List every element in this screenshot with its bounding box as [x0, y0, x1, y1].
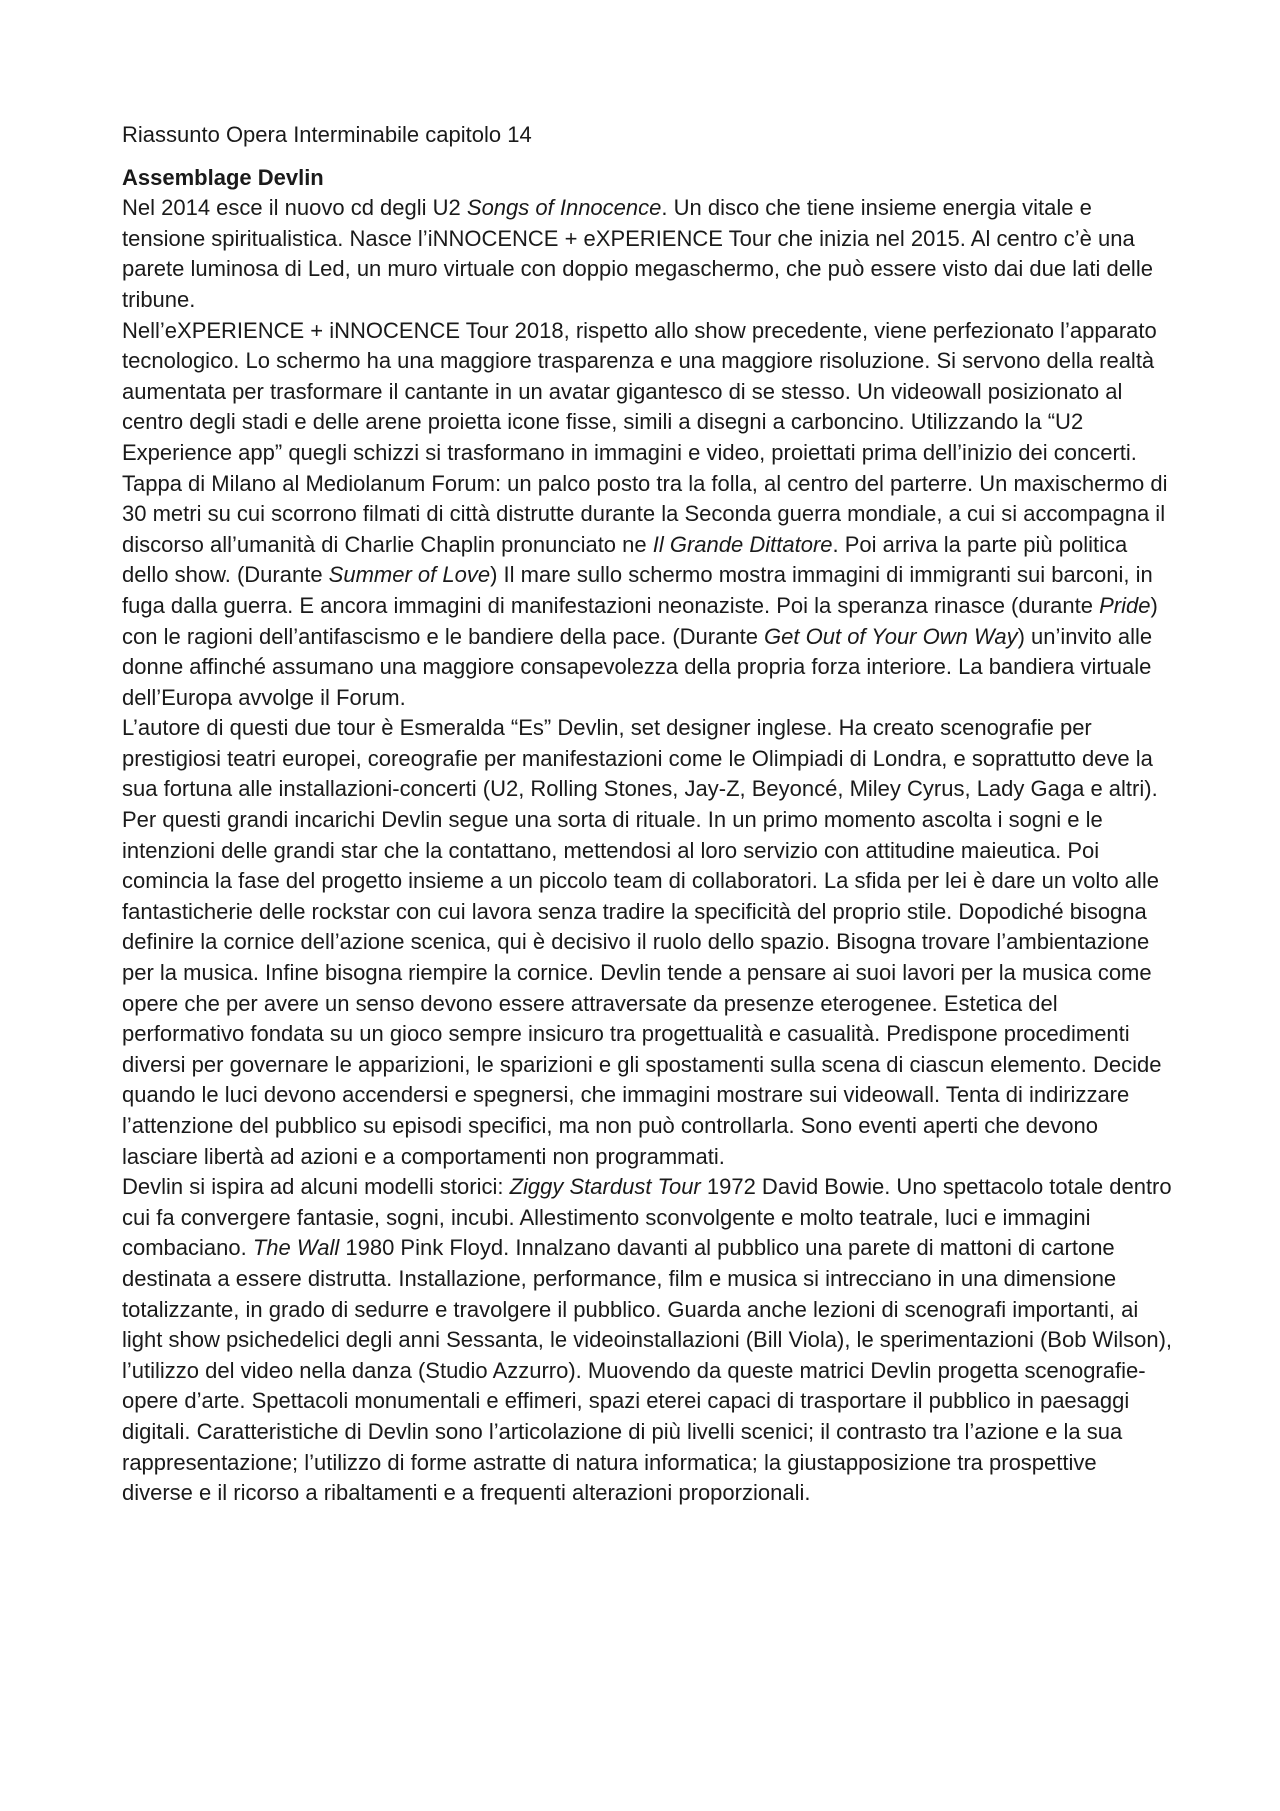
paragraph: [122, 316, 1172, 469]
document-page: [122, 120, 1172, 1509]
paragraph-text: 1972 David Bowie. Uno spettacolo totale dentro cui fa convergere fantasie, sogni, incubi. Allestimento sconvolgente e molto teatrale, luci e immagini combaciano.: [122, 1174, 1172, 1261]
paragraph-text: ) un’invito alle donne affinché assumano una maggiore consapevolezza della propria forza interiore. La bandiera virtuale dell’Europa avvolge il Forum.: [122, 623, 1153, 710]
document-body: [122, 193, 1172, 1509]
paragraph: [122, 713, 1172, 1172]
paragraph: [122, 193, 1172, 315]
italic-title-text: Pride: [1099, 592, 1151, 618]
paragraph-text: . Un disco che tiene insieme energia vitale e tensione spiritualistica. Nasce l’iNNOCENCE + eXPERIENCE Tour che inizia nel 2015. Al centro c’è una parete luminosa di Led, un muro virtuale con doppio megaschermo, che può essere visto dai due lati delle tribune.: [122, 195, 1153, 312]
document-title: Riassunto Opera Interminabile capitolo 14: [122, 122, 532, 147]
paragraph-text: ) con le ragioni dell’antifascismo e le bandiere della pace. (Durante: [122, 592, 1158, 649]
italic-title-text: Get Out of Your Own Way: [764, 623, 1018, 649]
paragraph: [122, 469, 1172, 714]
paragraph-text: Nell’eXPERIENCE + iNNOCENCE Tour 2018, rispetto allo show precedente, viene perfezionato l’apparato tecnologico. Lo schermo ha una maggiore trasparenza e una maggiore risoluzione. Si servono della realtà aumentata per trasformare il cantante in un avatar gigantesco di se stesso. Un videowall posizionato al centro degli stadi e delle arene proietta icone fisse, simili a disegni a carboncino. Utilizzando la “U2 Experience app” quegli schizzi si trasformano in immagini e video, proiettati prima dell’inizio dei concerti.: [122, 317, 1157, 465]
paragraph: [122, 1172, 1172, 1509]
paragraph-text: . Poi arriva la parte più politica dello show. (Durante: [122, 531, 1128, 588]
paragraph-text: ) Il mare sullo schermo mostra immagini di immigranti sui barconi, in fuga dalla guerra. E ancora immagini di manifestazioni neonaziste. Poi la speranza rinasce (durante: [122, 562, 1153, 618]
italic-title-text: Ziggy Stardust Tour: [509, 1174, 701, 1200]
italic-title-text: The Wall: [252, 1235, 340, 1261]
italic-title-text: Songs of Innocence: [466, 195, 662, 221]
paragraph-text: 1980 Pink Floyd. Innalzano davanti al pubblico una parete di mattoni di cartone destinata a essere distrutta. Installazione, performance, film e musica si intrecciano in una dimensione totalizzante, in grado di sedurre e travolgere il pubblico. Guarda anche lezioni di scenografi importanti, ai light show psichedelici degli anni Sessanta, le videoinstallazioni (Bill Viola), le sperimentazioni (Bob Wilson), l’utilizzo del video nella danza (Studio Azzurro). Muovendo da queste matrici Devlin progetta scenografie-opere d’arte. Spettacoli monumentali e effimeri, spazi eterei capaci di trasportare il pubblico in paesaggi digitali. Caratteristiche di Devlin sono l’articolazione di più livelli scenici; il contrasto tra l’azione e la sua rappresentazione; l’utilizzo di forme astratte di natura informatica; la giustapposizione tra prospettive diverse e il ricorso a ribaltamenti e a frequenti alterazioni proporzionali.: [122, 1235, 1173, 1506]
paragraph-text: Tappa di Milano al Mediolanum Forum: un palco posto tra la folla, al centro del parterre. Un maxischermo di 30 metri su cui scorrono filmati di città distrutte durante la Seconda guerra mondiale, a cui si accompagna il discorso all’umanità di Charlie Chaplin pronunciato ne: [122, 470, 1168, 557]
italic-title-text: Il Grande Dittatore: [652, 531, 833, 557]
italic-title-text: Summer of Love: [328, 562, 491, 588]
paragraph-text: L’autore di questi due tour è Esmeralda “Es” Devlin, set designer inglese. Ha creato scenografie per prestigiosi teatri europei, coreografie per manifestazioni come le Olimpiadi di Londra, e soprattutto deve la sua fortuna alle installazioni-concerti (U2, Rolling Stones, Jay-Z, Beyoncé, Miley Cyrus, Lady Gaga e altri). Per questi grandi incarichi Devlin segue una sorta di rituale. In un primo momento ascolta i sogni e le intenzioni delle grandi star che la contattano, mettendosi al loro servizio con attitudine maieutica. Poi comincia la fase del progetto insieme a un piccolo team di collaboratori. La sfida per lei è dare un volto alle fantasticherie delle rockstar con cui lavora senza tradire la specificità del proprio stile. Dopodiché bisogna definire la cornice dell’azione scenica, qui è decisivo il ruolo dello spazio. Bisogna trovare l’ambientazione per la musica. Infine bisogna riempire la cornice. Devlin tende a pensare ai suoi lavori per la musica come opere che per avere un senso devono essere attraversate da presenze eterogenee. Estetica del performativo fondata su un gioco sempre insicuro tra progettualità e casualità. Predispone procedimenti diversi per governare le apparizioni, le sparizioni e gli spostamenti sulla scena di ciascun elemento. Decide quando le luci devono accendersi e spegnersi, che immagini mostrare sui videowall. Tenta di indirizzare l’attenzione del pubblico su episodi specifici, ma non può controllarla. Sono eventi aperti che devono lasciare libertà ad azioni e a comportamenti non programmati.: [122, 715, 1162, 1169]
paragraph-text: Devlin si ispira ad alcuni modelli storici:: [122, 1174, 510, 1200]
paragraph-text: Nel 2014 esce il nuovo cd degli U2: [122, 195, 467, 221]
section-heading: Assemblage Devlin: [122, 164, 324, 190]
